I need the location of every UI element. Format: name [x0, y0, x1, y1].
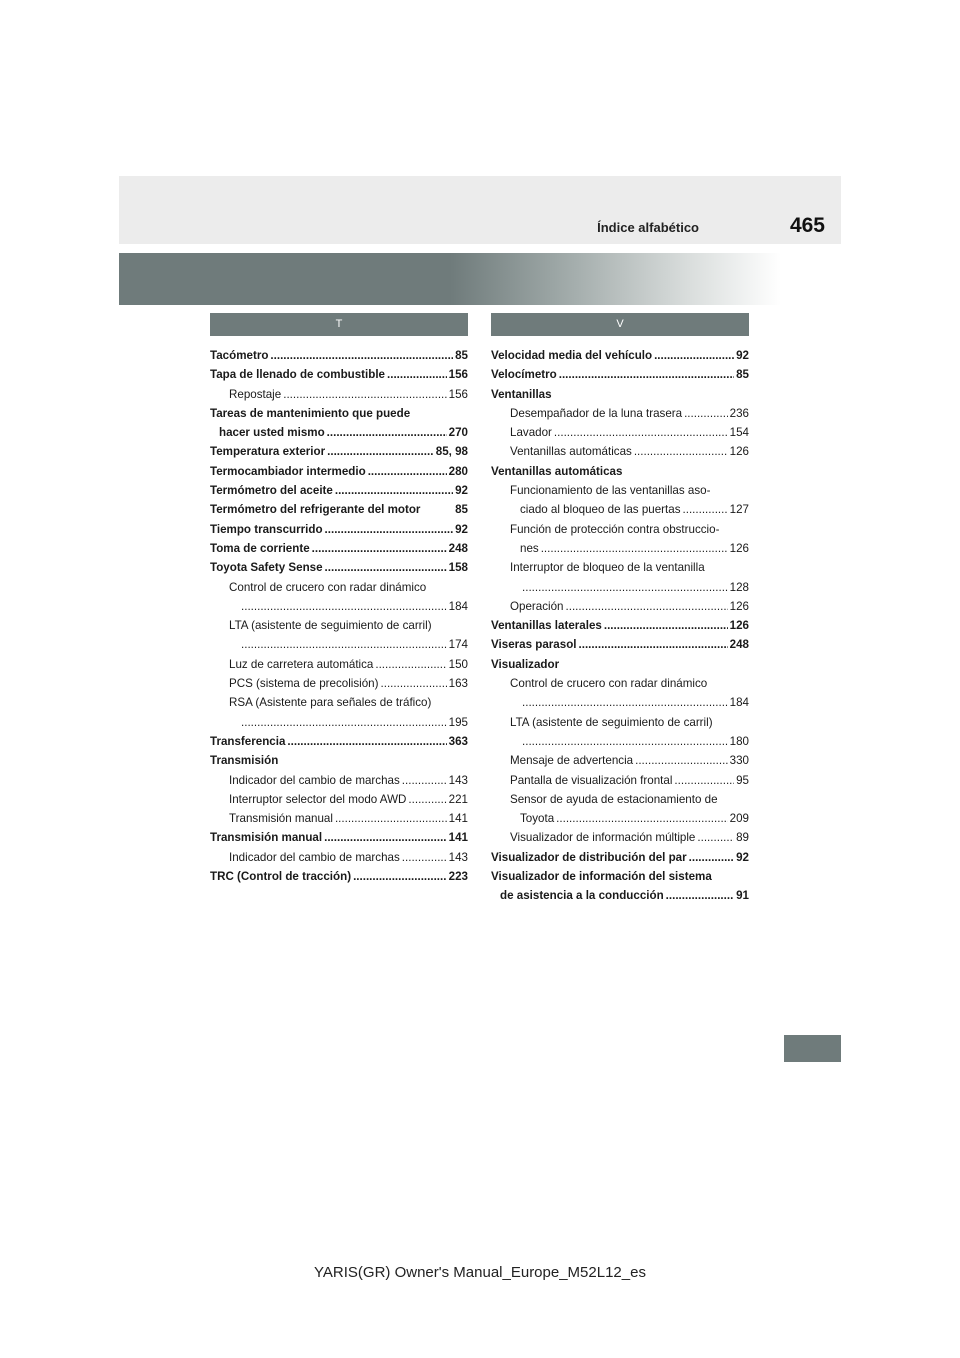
- entry-text: Ventanillas automáticas: [510, 445, 632, 459]
- page-ref: 330: [729, 754, 749, 768]
- page-ref: 126: [729, 541, 749, 555]
- entry-text: Indicador del cambio de marchas: [229, 850, 400, 864]
- index-heading: Ventanillas: [491, 387, 552, 401]
- page-ref: 89: [736, 831, 749, 845]
- entry-text: nes: [520, 541, 539, 555]
- page-ref: 223: [448, 870, 468, 884]
- dot-leader: [604, 616, 728, 635]
- index-heading: Sensor de ayuda de estacionamiento de: [510, 792, 718, 806]
- entry-text: Tapa de llenado de combustible: [210, 368, 386, 382]
- index-entry: [491, 809, 749, 828]
- page-ref: 92: [736, 850, 749, 864]
- index-entry: [210, 346, 468, 365]
- entry-text: Repostaje: [229, 387, 282, 401]
- entry-text: Pantalla de visualización frontal: [510, 773, 673, 787]
- index-entries: [491, 346, 749, 906]
- index-entry: [491, 732, 749, 751]
- page-ref: 92: [455, 522, 468, 536]
- entry-text: Tacómetro: [210, 349, 269, 362]
- page-ref: 209: [729, 812, 749, 826]
- index-entry: [210, 520, 468, 539]
- dot-leader: [402, 771, 447, 790]
- index-entry: [210, 867, 468, 886]
- page-ref: 163: [448, 677, 468, 691]
- dot-leader: [689, 848, 734, 867]
- index-entry: [491, 848, 749, 867]
- page-ref: 363: [448, 734, 468, 748]
- page-ref: 248: [729, 638, 749, 652]
- dot-leader: [697, 828, 734, 847]
- index-entry: [491, 828, 749, 847]
- dot-leader: [283, 385, 446, 404]
- page-ref: 91: [736, 889, 749, 903]
- index-entry: [210, 635, 468, 654]
- page-ref: 141: [448, 831, 468, 845]
- index-entry: [491, 500, 749, 519]
- page-ref: 92: [736, 349, 749, 362]
- page-ref: 180: [729, 734, 749, 748]
- index-entry: [491, 635, 749, 654]
- index-heading: Control de crucero con radar dinámico: [229, 580, 427, 594]
- entry-text: Lavador: [510, 426, 552, 440]
- entry-text: Viseras parasol: [491, 638, 577, 652]
- page-ref: 280: [448, 464, 468, 478]
- index-entry: [210, 597, 468, 616]
- index-entry: [210, 809, 468, 828]
- page-ref: 184: [448, 599, 468, 613]
- dot-leader: [353, 867, 447, 886]
- dot-leader: [522, 578, 728, 597]
- index-column-v: [491, 313, 749, 906]
- entry-text: Transmisión manual: [229, 812, 333, 826]
- page-ref: 85: [455, 503, 468, 517]
- dot-leader: [270, 346, 453, 365]
- index-entry: [491, 442, 749, 461]
- dot-leader: [541, 539, 728, 558]
- dot-leader: [554, 423, 728, 442]
- entry-text: Toyota Safety Sense: [210, 561, 323, 575]
- page-ref: 126: [729, 445, 749, 459]
- header-band: [119, 253, 781, 305]
- index-heading: LTA (asistente de seguimiento de carril): [510, 715, 713, 729]
- index-heading: RSA (Asistente para señales de tráfico): [229, 696, 432, 710]
- index-entry: [210, 462, 468, 481]
- index-entry: [210, 442, 468, 461]
- dot-leader: [684, 404, 728, 423]
- index-heading: Visualizador de información del sistema: [491, 870, 712, 884]
- dot-leader: [556, 809, 727, 828]
- entry-text: Indicador del cambio de marchas: [229, 773, 400, 787]
- dot-leader: [654, 346, 734, 365]
- index-entry: [491, 597, 749, 616]
- entry-text: Termómetro del refrigerante del motor: [210, 503, 421, 517]
- dot-leader: [241, 713, 447, 732]
- page-ref: 85: [736, 368, 749, 382]
- index-entry: [210, 674, 468, 693]
- entry-text: hacer usted mismo: [219, 426, 325, 440]
- page-ref: 221: [448, 792, 468, 806]
- index-column-t: [210, 313, 468, 886]
- entry-text: Velocímetro: [491, 368, 557, 382]
- dot-leader: [325, 558, 447, 577]
- entry-text: TRC (Control de tracción): [210, 870, 352, 884]
- index-entry: [210, 828, 468, 847]
- page-ref: 85, 98: [435, 445, 468, 459]
- dot-leader: [327, 423, 447, 442]
- page-ref: 156: [448, 368, 468, 382]
- page-ref: 158: [448, 561, 468, 575]
- entry-text: Visualizador de distribución del par: [491, 850, 687, 864]
- dot-leader: [522, 732, 728, 751]
- dot-leader: [312, 539, 447, 558]
- entry-text: Operación: [510, 599, 564, 613]
- page-ref: 174: [448, 638, 468, 652]
- page-ref: 126: [729, 619, 749, 633]
- dot-leader: [674, 771, 734, 790]
- index-entry: [491, 693, 749, 712]
- entry-text: PCS (sistema de precolisión): [229, 677, 379, 691]
- dot-leader: [402, 848, 447, 867]
- entry-text: Velocidad media del vehículo: [491, 349, 653, 362]
- dot-leader: [287, 732, 446, 751]
- page-ref: 270: [448, 426, 468, 440]
- entry-text: Visualizador de información múltiple: [510, 831, 696, 845]
- dot-leader: [579, 635, 728, 654]
- entry-text: Mensaje de advertencia: [510, 754, 634, 768]
- entry-text: Desempañador de la luna trasera: [510, 406, 683, 420]
- dot-leader: [325, 520, 454, 539]
- page-ref: 150: [448, 657, 468, 671]
- dot-leader: [683, 500, 728, 519]
- dot-leader: [335, 809, 447, 828]
- page-ref: 141: [448, 812, 468, 826]
- entry-text: Tiempo transcurrido: [210, 522, 323, 536]
- index-entry: [210, 558, 468, 577]
- index-entry: [491, 365, 749, 384]
- index-entry: [210, 423, 468, 442]
- index-entries: [210, 346, 468, 886]
- dot-leader: [387, 365, 447, 384]
- index-heading: Interruptor de bloqueo de la ventanilla: [510, 561, 705, 575]
- page-ref: 236: [729, 406, 749, 420]
- entry-text: Termocambiador intermedio: [210, 464, 366, 478]
- index-entry: [491, 423, 749, 442]
- entry-text: Transmisión manual: [210, 831, 323, 845]
- page-ref: 156: [448, 387, 468, 401]
- entry-text: Luz de carretera automática: [229, 657, 374, 671]
- index-heading: Tareas de mantenimiento que puede: [210, 406, 411, 420]
- chapter-tab: [784, 1035, 841, 1062]
- entry-text: ciado al bloqueo de las puertas: [520, 503, 681, 517]
- index-entry: [210, 500, 468, 519]
- index-heading: Transmisión: [210, 754, 279, 768]
- letter-heading-t: T: [210, 313, 468, 336]
- page-ref: 126: [729, 599, 749, 613]
- dot-leader: [368, 462, 447, 481]
- letter-heading-v: V: [491, 313, 749, 336]
- index-entry: [491, 578, 749, 597]
- index-heading: LTA (asistente de seguimiento de carril): [229, 619, 432, 633]
- page-ref: 248: [448, 541, 468, 555]
- index-entry: [210, 539, 468, 558]
- index-heading: Visualizador: [491, 657, 560, 671]
- page-ref: 195: [448, 715, 468, 729]
- entry-text: Termómetro del aceite: [210, 484, 333, 498]
- page-ref: 143: [448, 850, 468, 864]
- entry-text: Temperatura exterior: [210, 445, 326, 459]
- page-ref: 85: [455, 349, 468, 362]
- dot-leader: [635, 751, 728, 770]
- page-number: 465: [789, 214, 825, 237]
- dot-leader: [241, 597, 447, 616]
- page-ref: 92: [455, 484, 468, 498]
- page-header: [119, 176, 841, 244]
- index-heading: Ventanillas automáticas: [491, 464, 623, 478]
- dot-leader: [566, 597, 728, 616]
- index-entry: [210, 655, 468, 674]
- index-entry: [210, 771, 468, 790]
- entry-text: Toma de corriente: [210, 541, 310, 555]
- index-entry: [491, 346, 749, 365]
- page-ref: 127: [729, 503, 749, 517]
- footer-text: YARIS(GR) Owner's Manual_Europe_M52L12_es: [314, 1264, 646, 1281]
- dot-leader: [666, 886, 734, 905]
- dot-leader: [559, 365, 734, 384]
- index-entry: [491, 404, 749, 423]
- page-ref: 184: [729, 696, 749, 710]
- index-entry: [491, 886, 749, 905]
- entry-text: de asistencia a la conducción: [500, 889, 664, 903]
- index-entry: [491, 771, 749, 790]
- dot-leader: [335, 481, 453, 500]
- index-entry: [210, 385, 468, 404]
- dot-leader: [408, 790, 446, 809]
- index-entry: [210, 732, 468, 751]
- entry-text: Interruptor selector del modo AWD: [229, 792, 407, 806]
- section-title: Índice alfabético: [597, 220, 699, 235]
- index-heading: Funcionamiento de las ventanillas aso-: [510, 484, 711, 498]
- index-entry: [491, 751, 749, 770]
- index-entry: [210, 790, 468, 809]
- index-entry: [210, 365, 468, 384]
- entry-text: Toyota: [520, 812, 555, 826]
- dot-leader: [381, 674, 447, 693]
- dot-leader: [522, 693, 728, 712]
- dot-leader: [241, 635, 447, 654]
- index-heading: Control de crucero con radar dinámico: [510, 677, 708, 691]
- index-entry: [210, 848, 468, 867]
- dot-leader: [634, 442, 728, 461]
- dot-leader: [324, 828, 447, 847]
- index-entry: [491, 616, 749, 635]
- index-entry: [210, 481, 468, 500]
- dot-leader: [327, 442, 434, 461]
- dot-leader: [375, 655, 446, 674]
- page-ref: 154: [729, 426, 749, 440]
- index-entry: [491, 539, 749, 558]
- entry-text: Transferencia: [210, 734, 286, 748]
- entry-text: Ventanillas laterales: [491, 619, 602, 633]
- page-ref: 95: [736, 773, 749, 787]
- page-ref: 128: [729, 580, 749, 594]
- index-entry: [210, 713, 468, 732]
- page-ref: 143: [448, 773, 468, 787]
- index-heading: Función de protección contra obstruccio-: [510, 522, 720, 536]
